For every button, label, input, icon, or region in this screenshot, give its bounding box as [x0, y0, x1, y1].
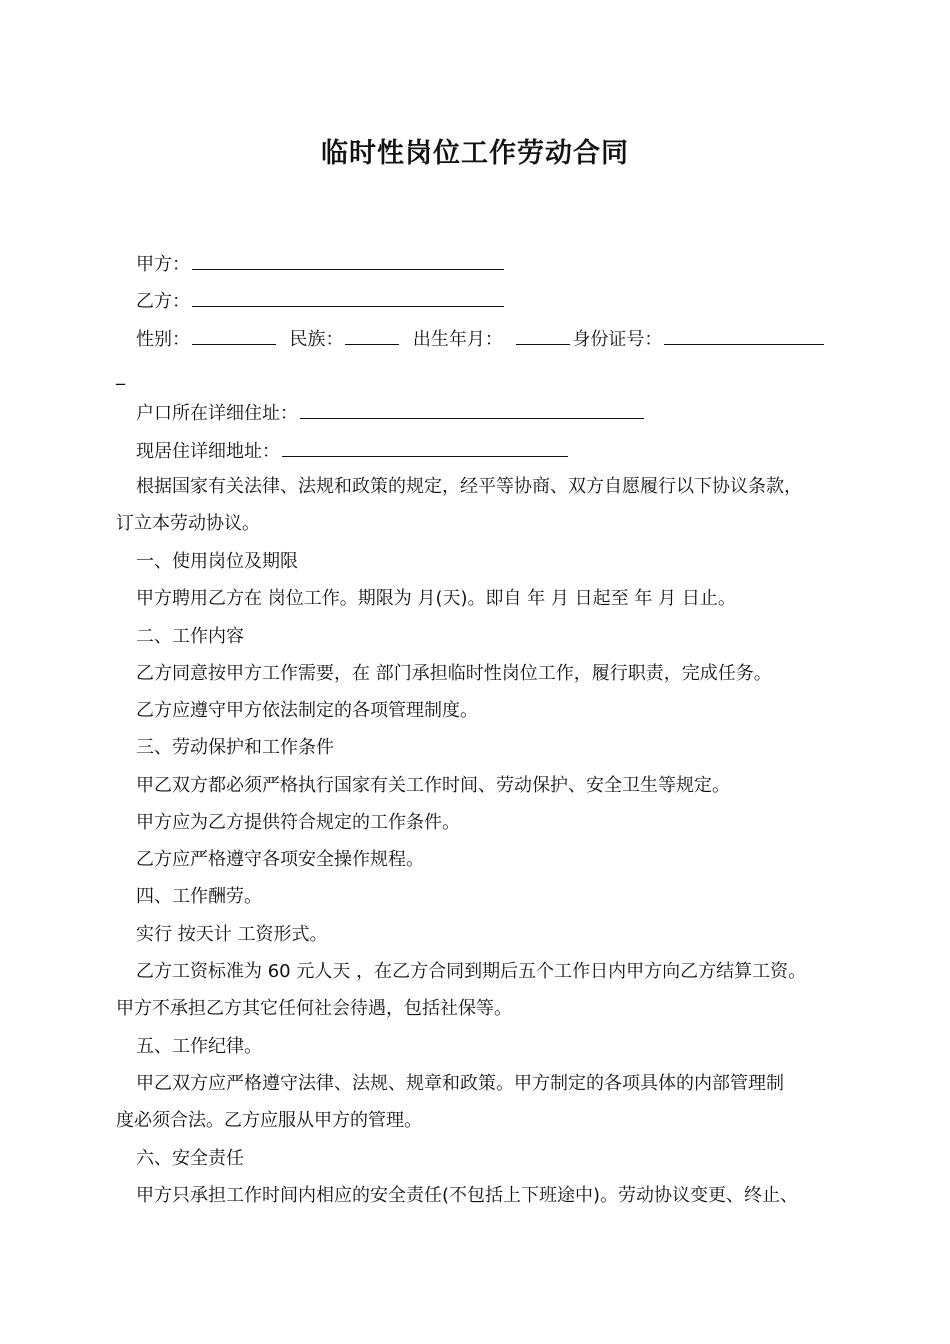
section-2-text-2: 乙方应遵守甲方依法制定的各项管理制度。 — [136, 700, 478, 721]
party-a-row — [136, 251, 506, 277]
id-number-blank — [664, 326, 824, 345]
party-b-blank — [192, 288, 504, 307]
section-2-text-1: 乙方同意按甲方工作需要，在 部门承担临时性岗位工作，履行职责，完成任务。 — [136, 663, 772, 684]
id-number-wrap: _ — [116, 365, 125, 386]
section-3-text-3: 乙方应严格遵守各项安全操作规程。 — [136, 849, 424, 870]
section-6-heading: 六、安全责任 — [136, 1148, 244, 1169]
ethnicity-label: 民族： — [289, 329, 344, 350]
current-address-blank — [282, 438, 568, 457]
gender-label: 性别： — [136, 329, 190, 350]
section-4-text-1: 实行 按天计 工资形式。 — [136, 924, 328, 945]
household-address-row — [136, 400, 646, 426]
section-3-heading: 三、劳动保护和工作条件 — [136, 737, 334, 758]
section-2-heading: 二、工作内容 — [136, 626, 244, 647]
section-1-heading: 一、使用岗位及期限 — [136, 551, 298, 572]
section-4-heading: 四、工作酬劳。 — [136, 886, 262, 907]
section-3-text-1: 甲乙双方都必须严格执行国家有关工作时间、劳动保护、安全卫生等规定。 — [136, 775, 730, 796]
birth-blank — [516, 326, 570, 345]
current-address-row — [136, 438, 570, 464]
section-4-text-2: 乙方工资标准为 60 元人天 ，在乙方合同到期后五个工作日内甲方向乙方结算工资。 — [136, 961, 807, 982]
gender-blank — [192, 326, 276, 345]
personal-info-row — [136, 326, 826, 352]
section-5-text-1: 甲乙双方应严格遵守法律、法规、规章和政策。甲方制定的各项具体的内部管理制 — [136, 1073, 784, 1094]
party-a-label: 甲方： — [136, 254, 190, 275]
section-5-text-2: 度必须合法。乙方应服从甲方的管理。 — [116, 1110, 422, 1131]
section-1-text: 甲方聘用乙方在 岗位工作。期限为 月(天)。即自 年 月 日起至 年 月 日止。 — [136, 588, 736, 609]
section-5-heading: 五、工作纪律。 — [136, 1036, 262, 1057]
household-address-label: 户口所在详细住址： — [136, 403, 298, 424]
section-6-text-1: 甲方只承担工作时间内相应的安全责任(不包括上下班途中)。劳动协议变更、终止、 — [136, 1185, 799, 1206]
ethnicity-blank — [345, 326, 399, 345]
id-number-label: 身份证号： — [572, 329, 663, 350]
birth-label: 出生年月： — [412, 329, 503, 350]
section-4-text-3: 甲方不承担乙方其它任何社会待遇，包括社保等。 — [116, 998, 512, 1019]
section-3-text-2: 甲方应为乙方提供符合规定的工作条件。 — [136, 812, 460, 833]
party-a-blank — [192, 251, 504, 270]
party-b-row — [136, 288, 506, 314]
preamble-line-1: 根据国家有关法律、法规和政策的规定，经平等协商、双方自愿履行以下协议条款， — [136, 476, 802, 497]
preamble-line-2: 订立本劳动协议。 — [116, 513, 260, 534]
party-b-label: 乙方： — [136, 291, 190, 312]
document-title: 临时性岗位工作劳动合同 — [321, 138, 629, 169]
household-address-blank — [300, 400, 644, 419]
current-address-label: 现居住详细地址： — [136, 441, 280, 462]
